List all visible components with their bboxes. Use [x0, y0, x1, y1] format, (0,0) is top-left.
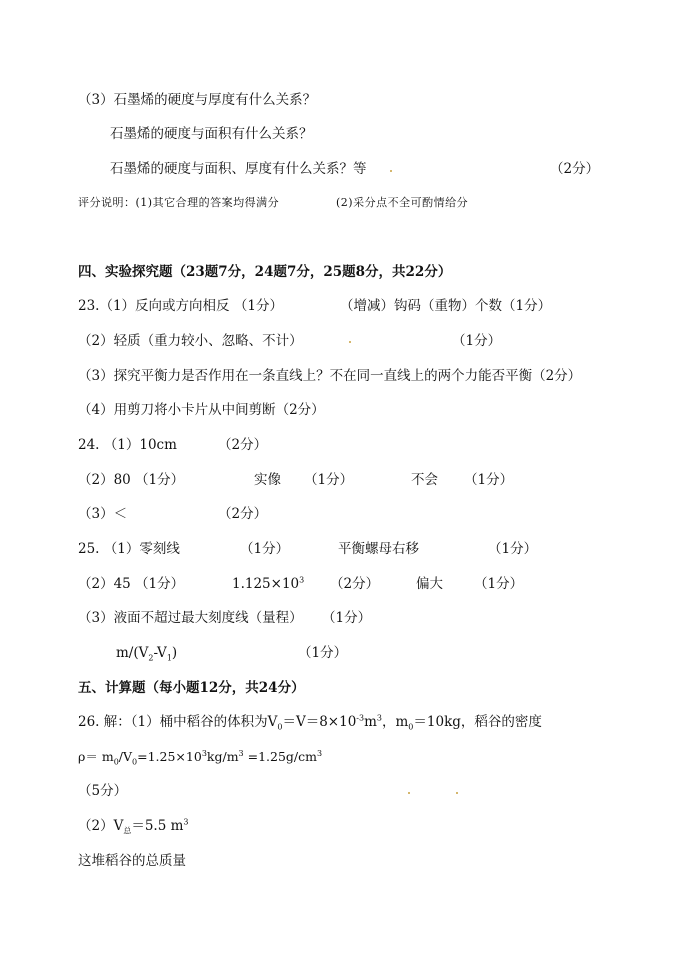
stray-dot [390, 170, 392, 172]
q23-line4: （4）用剪刀将小卡片从中间剪断（2分） [78, 402, 325, 418]
section-4-title: 四、实验探究题（23题7分，24题7分，25题8分，共22分） [78, 264, 452, 280]
q24-line1-score: （2分） [218, 437, 268, 453]
q3-score: （2分） [550, 161, 600, 177]
q26-line2-density: $\rho= m_0/V_0=1.25\times 10^3kg/m^3 =1.25g/cm^3$ [78, 748, 323, 767]
q25-line1-score1: （1分） [240, 541, 290, 557]
q24-line2-real-image: 实像 [254, 472, 281, 488]
stray-dot [349, 341, 351, 343]
q25-line1-part1: 25. （1）零刻线 [78, 541, 180, 557]
q24-line1-part1: 24. （1）10cm [78, 437, 177, 453]
q24-line2-part1: （2）80 （1分） [78, 472, 185, 488]
q23-line2-score: （1分） [452, 333, 502, 349]
q25-line4-formula: $m/(V_2-V_1)$ [116, 645, 178, 663]
stray-dot [456, 792, 458, 794]
q24-line3-part1: （3）＜ [78, 506, 128, 522]
q24-line2-wont: 不会 [411, 472, 438, 488]
q23-line3: （3）探究平衡力是否作用在一条直线上？不在同一直线上的两个力能否平衡（2分） [78, 368, 582, 384]
q25-line3-part1: （3）液面不超过最大刻度线（量程） [78, 610, 303, 626]
q25-line1-score2: （1分） [488, 541, 538, 557]
q3-line-area-thickness: 石墨烯的硬度与面积、厚度有什么关系？等 [110, 161, 367, 177]
q23-line1-part2: （增减）钩码（重物）个数（1分） [340, 298, 552, 314]
scoring-note-1: 评分说明：(1)其它合理的答案均得满分 [78, 196, 280, 209]
q24-line3-score: （2分） [218, 506, 268, 522]
q25-line2-score2: （2分） [330, 576, 380, 592]
q26-line3-score: （5分） [78, 783, 128, 799]
q25-line1-part2: 平衡螺母右移 [338, 541, 419, 557]
q25-line2-larger: 偏大 [416, 576, 443, 592]
q25-line2-density: $1.125\times 10^3$ [232, 575, 305, 592]
q3-line-thickness: （3）石墨烯的硬度与厚度有什么关系？ [78, 92, 317, 108]
q25-line3-score: （1分） [322, 610, 372, 626]
q23-line1-part1: 23.（1）反向或方向相反 （1分） [78, 298, 283, 314]
q26-line4-total-volume: $(2)V_总=5.5$ $m^3$ [78, 817, 189, 836]
q3-line-area: 石墨烯的硬度与面积有什么关系？ [110, 126, 313, 142]
section-5-title: 五、计算题（每小题12分，共24分） [78, 680, 305, 696]
q26-line5: 这堆稻谷的总质量 [78, 853, 186, 869]
q25-line2-part1: （2）45 （1分） [78, 576, 185, 592]
scoring-note-2: (2)采分点不全可酌情给分 [336, 196, 469, 209]
q26-line1: 26. 解：（1）桶中稻谷的体积为$V_0=V=8\times 10^{-3}m^3$，$m_0=10kg$，稻谷的密度 [78, 713, 542, 732]
q25-line2-score3: （1分） [474, 576, 524, 592]
stray-dot [408, 792, 410, 794]
q24-line2-score2: （1分） [304, 472, 354, 488]
q24-line2-score3: （1分） [464, 472, 514, 488]
q25-line4-score: （1分） [298, 645, 348, 661]
q23-line2-part1: （2）轻质（重力较小、忽略、不计） [78, 333, 303, 349]
